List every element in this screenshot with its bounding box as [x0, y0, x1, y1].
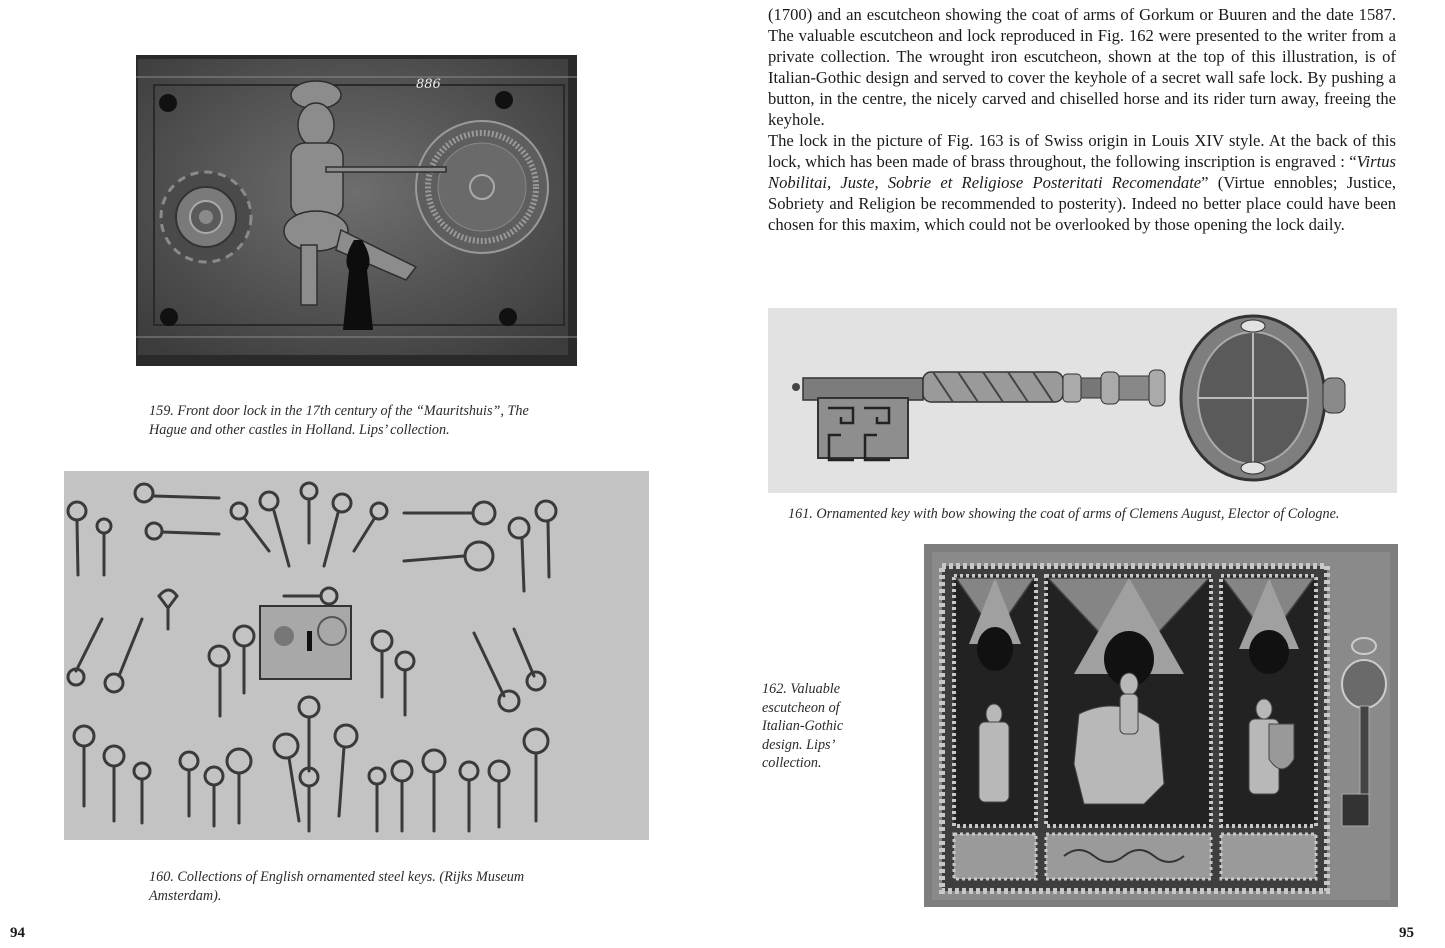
figure-159-caption: 159. Front door lock in the 17th century of the “Mauritshuis”, The Hague and other castles in Holland. Lips’ collection. — [149, 403, 529, 438]
svg-text:886: 886 — [416, 77, 441, 92]
left-page — [0, 0, 722, 948]
ornamented-key-image — [768, 308, 1397, 493]
paragraph-2-end: ” (Virtue ennobles; Justice, Sobriety and Religion be recommended to posterity). Indeed no better place could have been chosen for this maxim, which could not be overlooked by those opening the lock daily. — [768, 173, 1397, 234]
right-page — [722, 0, 1445, 948]
body-paragraph-1: (1700) and an escutcheon showing the coat of arms of Gorkum or Buuren and the date 1587. The valuable escutcheon and lock reproduced in Fig. 162 were presented to the writer from a private collection. The wrought iron escutcheon, shown at the top of this illustration, is of Italian-Gothic design and served to cover the keyhole of a secret wall safe lock. By pushing a button, in the centre, the nicely carved and chiselled horse and its rider turn away, freeing the keyhole. — [768, 5, 1396, 129]
figure-162-photo — [924, 544, 1398, 907]
figure-159-photo — [136, 55, 577, 366]
figure-162-caption: 162. Valuable escutcheon of Italian-Gothic design. Lips’ collection. — [762, 681, 844, 771]
figure-161-caption: 161. Ornamented key with bow showing the coat of arms of Clemens August, Elector of Cologne. — [788, 506, 1340, 522]
figure-160-photo — [64, 471, 649, 840]
figure-160-caption: 160. Collections of English ornamented steel keys. (Rijks Museum Amsterdam). — [149, 869, 525, 904]
figure-161-photo — [768, 308, 1397, 493]
paragraph-2-start: The lock in the picture of Fig. 163 is of Swiss origin in Louis XIV style. At the back of this lock, which has been made of brass throughout, the following inscription is engraved : “ — [768, 131, 1396, 171]
page-number-left: 94 — [10, 925, 25, 941]
gothic-escutcheon-image — [924, 544, 1398, 907]
key-collection-image — [64, 471, 649, 840]
latin-inscription: Virtus Nobilitai, Juste, Sobrie et Religiose Posteritati Recomendate — [768, 152, 1396, 192]
body-paragraph-2 — [768, 130, 1396, 235]
lock-plate-image — [136, 55, 577, 366]
body-text — [768, 4, 1396, 235]
page-number-right: 95 — [1399, 925, 1414, 941]
